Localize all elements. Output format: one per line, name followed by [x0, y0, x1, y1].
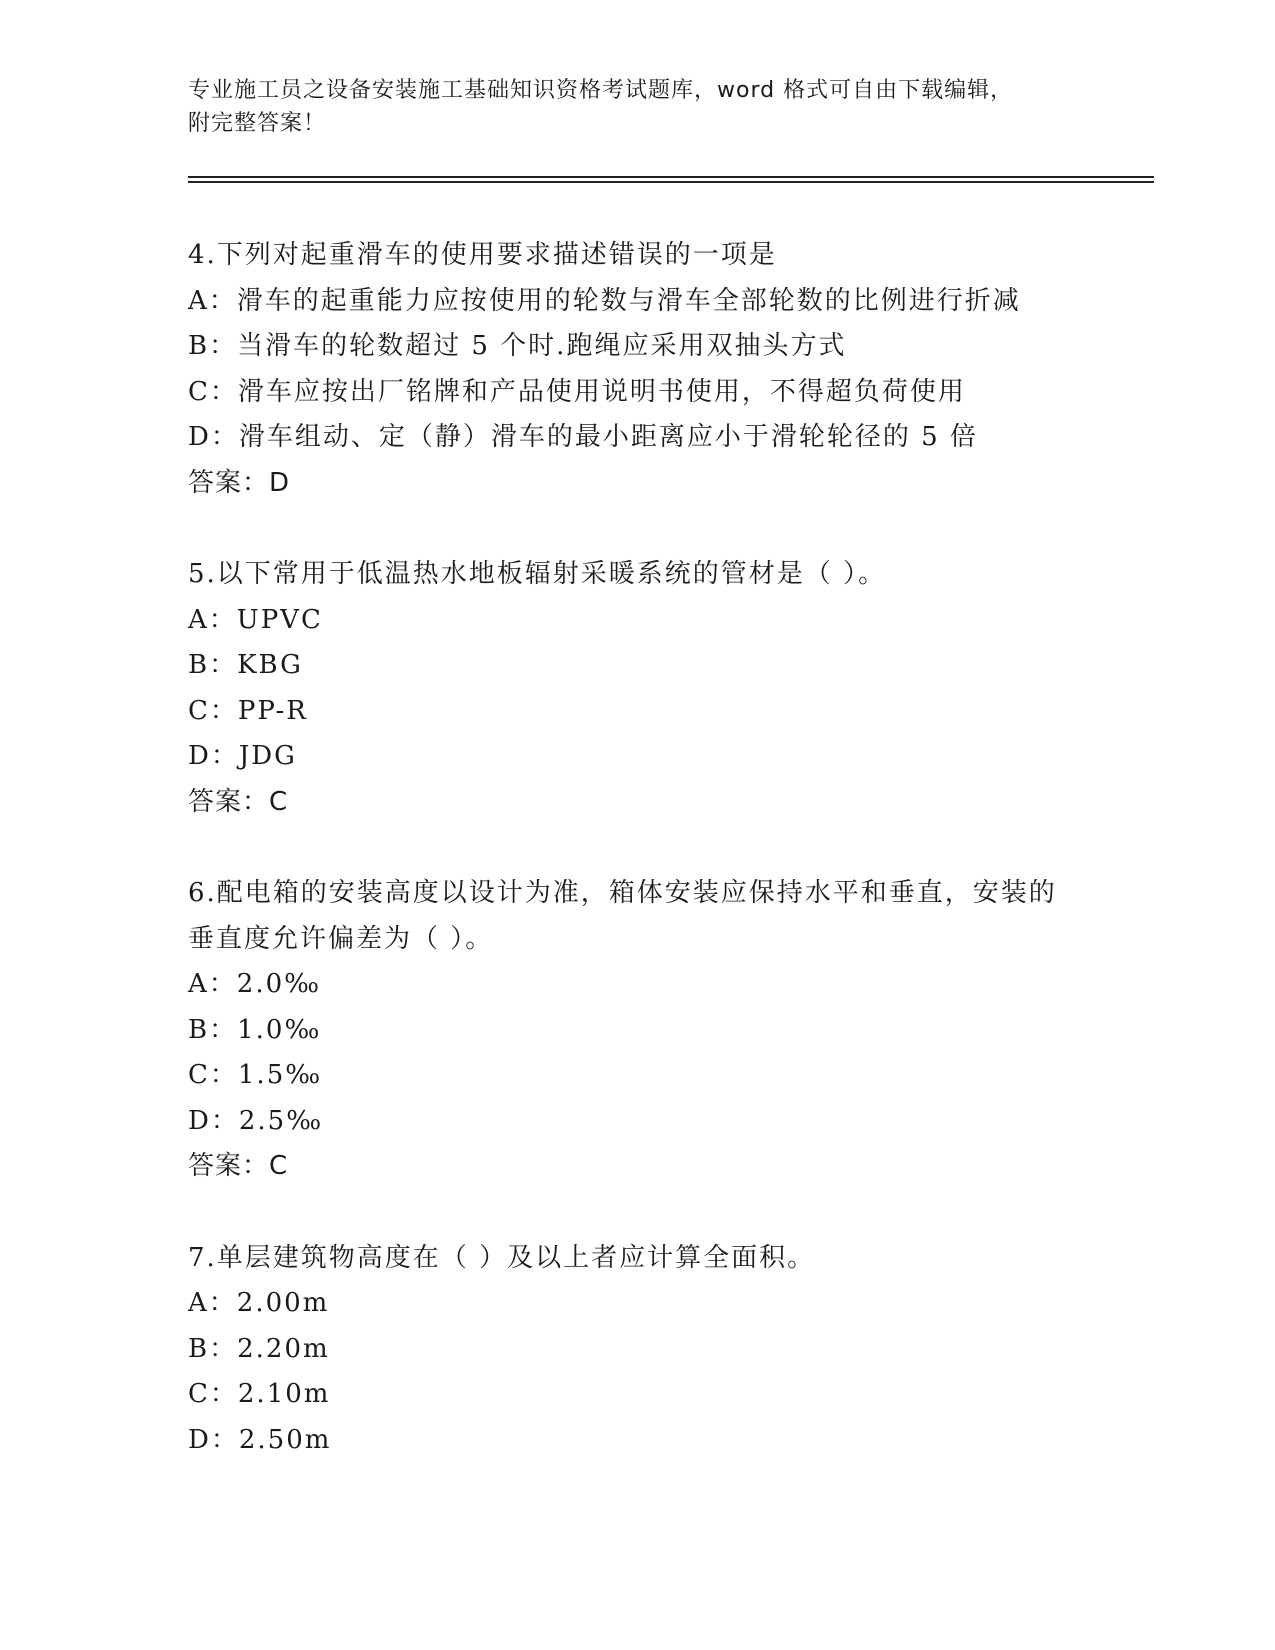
- header-note: [188, 74, 1088, 140]
- question-list: [188, 233, 1088, 1509]
- option-b: B：2.20m: [188, 1333, 330, 1364]
- answer-label: 答案：C: [188, 786, 289, 817]
- option-d: D：2.5‰: [188, 1105, 324, 1136]
- header-line-2: 附完整答案！: [188, 111, 327, 136]
- question-stem: 4.下列对起重滑车的使用要求描述错误的一项是: [188, 240, 777, 270]
- option-a: A：2.00m: [188, 1288, 330, 1318]
- option-c: C：滑车应按出厂铭牌和产品使用说明书使用，不得超负荷使用: [188, 376, 966, 407]
- option-a: A：UPVC: [188, 604, 323, 635]
- option-a: A：2.0‰: [188, 969, 322, 999]
- option-c: C：1.5‰: [188, 1060, 323, 1090]
- header-divider-bottom: [188, 181, 1154, 183]
- option-c: C：PP-R: [188, 695, 308, 726]
- option-b: B：当滑车的轮数超过 5 个时.跑绳应采用双抽头方式: [188, 331, 847, 361]
- option-d: D：滑车组动、定（静）滑车的最小距离应小于滑轮轮径的 5 倍: [188, 422, 978, 452]
- question-7: [188, 1236, 1088, 1464]
- option-b: B：1.0‰: [188, 1014, 322, 1045]
- answer-label: 答案：C: [188, 1151, 289, 1181]
- question-stem: 5.以下常用于低温热水地板辐射采暖系统的管材是（ ）。: [188, 559, 887, 589]
- question-6: [188, 871, 1088, 1190]
- question-5: [188, 552, 1088, 825]
- option-a: A：滑车的起重能力应按使用的轮数与滑车全部轮数的比例进行折减: [188, 285, 1021, 316]
- question-stem: 7.单层建筑物高度在（ ）及以上者应计算全面积。: [188, 1242, 816, 1273]
- option-b: B：KBG: [188, 650, 303, 680]
- answer-label: 答案：D: [188, 467, 291, 498]
- option-d: D：JDG: [188, 741, 297, 771]
- question-stem: 6.配电箱的安装高度以设计为准，箱体安装应保持水平和垂直，安装的垂直度允许偏差为（ ）。: [188, 878, 1057, 954]
- question-4: [188, 233, 1088, 506]
- header-divider-top: [188, 176, 1154, 178]
- option-c: C：2.10m: [188, 1379, 331, 1409]
- option-d: D：2.50m: [188, 1424, 332, 1455]
- header-line-1: 专业施工员之设备安装施工基础知识资格考试题库，word 格式可自由下载编辑，: [188, 78, 1014, 103]
